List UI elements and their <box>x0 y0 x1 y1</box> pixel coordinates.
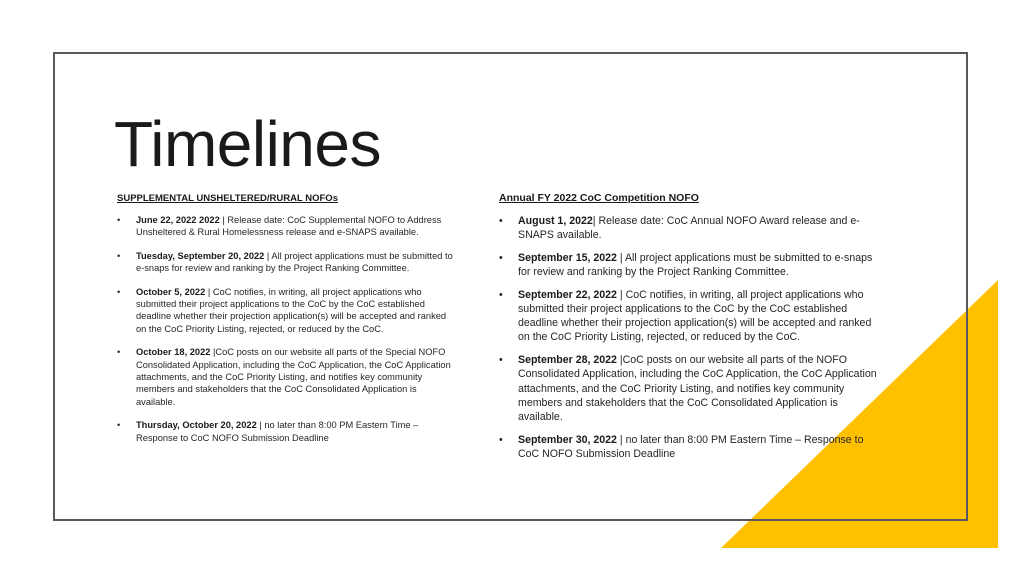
timeline-text: |CoC posts on our website all parts of the Special NOFO Consolidated Application, including the CoC Application, the CoC Application attachments, and the CoC Priority Listing, and notifies key community members and stakeholders that the CoC Consolidated Application is available. <box>136 347 451 407</box>
timeline-date: September 15, 2022 <box>518 251 617 264</box>
timeline-date: September 22, 2022 <box>518 288 617 301</box>
timeline-item <box>499 353 884 424</box>
timeline-text: | All project applications must be submitted to e-snaps for review and ranking by the Project Ranking Committee. <box>518 251 873 279</box>
timeline-text: | no later than 8:00 PM Eastern Time – Response to CoC NOFO Submission Deadline <box>136 420 419 443</box>
timeline-item <box>499 214 884 242</box>
timeline-text: | Release date: CoC Supplemental NOFO to Address Unsheltered & Rural Homelessness release and e-SNAPS available. <box>136 215 442 238</box>
annual-nofo-heading: Annual FY 2022 CoC Competition NOFO <box>499 192 699 204</box>
timeline-text: | All project applications must be submitted to e-snaps for review and ranking by the Project Ranking Committee. <box>136 250 453 274</box>
timeline-item <box>117 214 457 239</box>
annual-timeline-list <box>499 214 884 461</box>
timeline-date: September 30, 2022 <box>518 433 617 446</box>
timeline-item <box>499 251 884 279</box>
timeline-date: October 18, 2022 <box>136 347 211 358</box>
timeline-date: Tuesday, September 20, 2022 <box>136 250 265 261</box>
page-title: Timelines <box>114 108 381 180</box>
timeline-text: | CoC notifies, in writing, all project applications who submitted their project applications to the CoC by the CoC established deadline whether their projection application(s) will be accepted and ranked on the CoC Priority Listing, rejected, or reduced by the CoC. <box>136 286 447 334</box>
timeline-date: October 5, 2022 <box>136 286 206 297</box>
supplemental-nofo-heading: SUPPLEMENTAL UNSHELTERED/RURAL NOFOs <box>117 193 338 204</box>
timeline-text: | Release date: CoC Annual NOFO Award release and e-SNAPS available. <box>518 215 860 242</box>
annual-nofo-column <box>499 192 884 470</box>
timeline-item <box>117 346 457 408</box>
timeline-item <box>117 419 457 444</box>
timeline-date: Thursday, October 20, 2022 <box>136 420 257 431</box>
timeline-item <box>499 433 884 461</box>
timeline-text: |CoC posts on our website all parts of the NOFO Consolidated Application, including the CoC Application, the CoC Application attachments, and the CoC Priority Listing, and notifies key community members and stakeholders that the CoC Consolidated Application is available. <box>518 354 877 423</box>
timeline-text: | no later than 8:00 PM Eastern Time – Response to CoC NOFO Submission Deadline <box>518 433 864 460</box>
timeline-date: August 1, 2022 <box>518 215 593 227</box>
timeline-text: | CoC notifies, in writing, all project applications who submitted their project applications to the CoC by the CoC established deadline whether their projection application(s) will be accepted and ranked on the CoC Priority Listing, rejected, or reduced by the CoC. <box>518 288 872 344</box>
timeline-item <box>117 250 457 275</box>
supplemental-timeline-list <box>117 214 457 444</box>
supplemental-nofo-column <box>117 193 457 455</box>
timeline-date: June 22, 2022 2022 <box>136 215 220 225</box>
timeline-item <box>499 288 884 345</box>
timeline-date: September 28, 2022 <box>518 354 617 367</box>
timeline-item <box>117 286 457 336</box>
